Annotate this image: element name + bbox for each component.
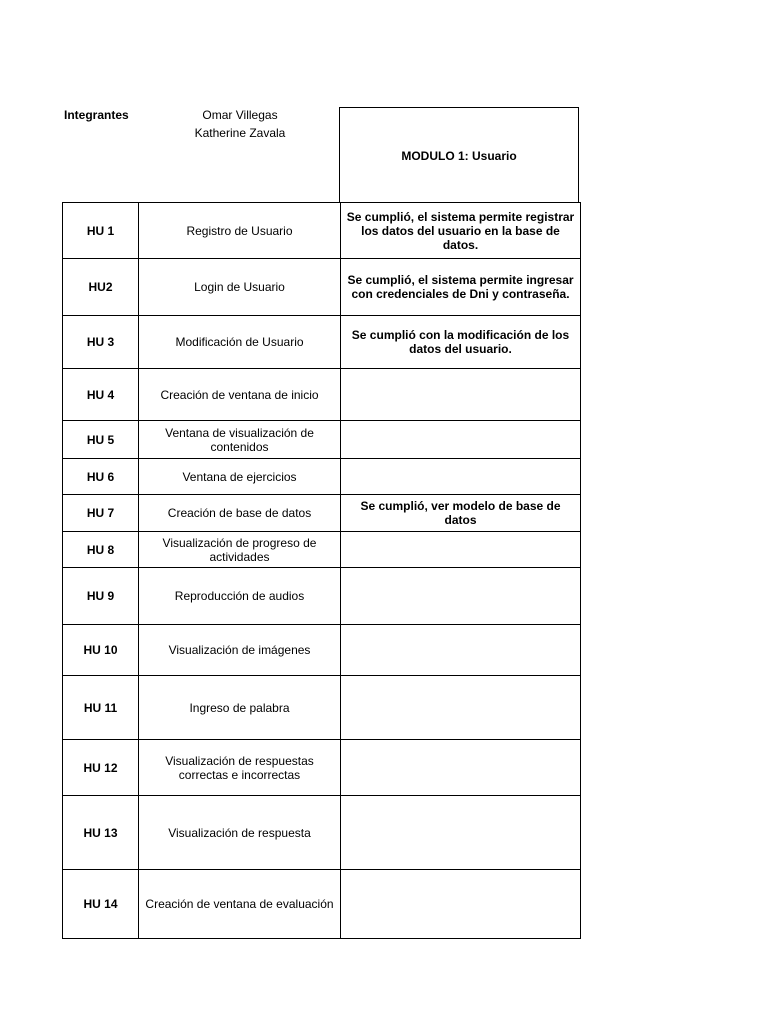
story-name: Registro de Usuario — [139, 203, 341, 259]
table-row — [63, 740, 581, 796]
table-row — [63, 259, 581, 316]
story-name: Visualización de respuestas correctas e incorrectas — [139, 740, 341, 796]
story-name: Reproducción de audios — [139, 568, 341, 625]
table-row — [63, 796, 581, 870]
story-name: Visualización de respuesta — [139, 796, 341, 870]
table-row — [63, 421, 581, 459]
integrantes-label: Integrantes — [64, 108, 129, 122]
story-id: HU 6 — [63, 459, 139, 495]
story-status — [341, 532, 581, 568]
table-row — [63, 316, 581, 369]
story-name: Login de Usuario — [139, 259, 341, 316]
story-name: Ventana de visualización de contenidos — [139, 421, 341, 459]
table-row — [63, 459, 581, 495]
story-id: HU 13 — [63, 796, 139, 870]
story-id: HU 4 — [63, 369, 139, 421]
table-row — [63, 568, 581, 625]
table-row — [63, 532, 581, 568]
story-status — [341, 870, 581, 939]
story-name: Creación de ventana de inicio — [139, 369, 341, 421]
story-id: HU 11 — [63, 676, 139, 740]
story-id: HU 10 — [63, 625, 139, 676]
story-status: Se cumplió, el sistema permite ingresar con credenciales de Dni y contraseña. — [341, 259, 581, 316]
story-name: Creación de ventana de evaluación — [139, 870, 341, 939]
story-id: HU 12 — [63, 740, 139, 796]
story-id: HU 14 — [63, 870, 139, 939]
story-status — [341, 676, 581, 740]
story-status — [341, 740, 581, 796]
story-status: Se cumplió, el sistema permite registrar los datos del usuario en la base de datos. — [341, 203, 581, 259]
story-name: Creación de base de datos — [139, 495, 341, 532]
story-id: HU 7 — [63, 495, 139, 532]
story-status — [341, 459, 581, 495]
table-row — [63, 625, 581, 676]
story-status — [341, 625, 581, 676]
story-status: Se cumplió, ver modelo de base de datos — [341, 495, 581, 532]
member-name: Katherine Zavala — [194, 126, 286, 140]
story-name: Modificación de Usuario — [139, 316, 341, 369]
story-id: HU 8 — [63, 532, 139, 568]
story-status — [341, 796, 581, 870]
story-id: HU 5 — [63, 421, 139, 459]
story-name: Ventana de ejercicios — [139, 459, 341, 495]
story-status — [341, 369, 581, 421]
user-stories-table — [62, 202, 581, 939]
table-row — [63, 203, 581, 259]
module-title: MODULO 1: Usuario — [401, 148, 517, 163]
story-status — [341, 421, 581, 459]
module-title-cell — [339, 107, 579, 203]
story-id: HU 1 — [63, 203, 139, 259]
story-name: Visualización de progreso de actividades — [139, 532, 341, 568]
table-row — [63, 369, 581, 421]
members-list — [140, 106, 340, 142]
story-name: Ingreso de palabra — [139, 676, 341, 740]
story-name: Visualización de imágenes — [139, 625, 341, 676]
story-status: Se cumplió con la modificación de los datos del usuario. — [341, 316, 581, 369]
table-row — [63, 676, 581, 740]
story-id: HU 3 — [63, 316, 139, 369]
story-id: HU2 — [63, 259, 139, 316]
table-row — [63, 495, 581, 532]
table-row — [63, 870, 581, 939]
member-name: Omar Villegas — [202, 108, 278, 122]
story-status — [341, 568, 581, 625]
story-id: HU 9 — [63, 568, 139, 625]
